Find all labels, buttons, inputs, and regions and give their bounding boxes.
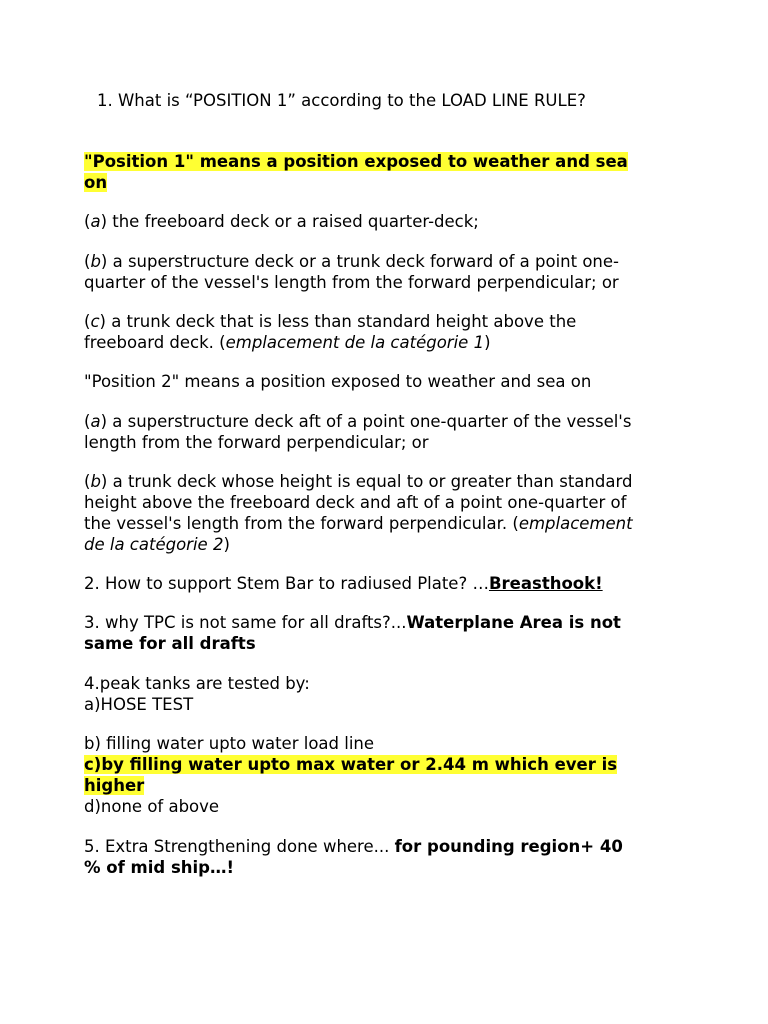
question-3-answer-line2: same for all drafts xyxy=(84,634,256,653)
position1-item-a: (a) the freeboard deck or a raised quarter-deck; xyxy=(84,212,479,231)
question-4-option-c-prefix: c) xyxy=(84,755,102,774)
p2-item-b-line3: the vessel's length from the forward perpendicular. ( xyxy=(84,514,519,533)
item-c-label: c xyxy=(90,312,100,331)
item-a-text: the freeboard deck or a raised quarter-deck; xyxy=(107,212,479,231)
position2-intro: "Position 2" means a position exposed to weather and sea on xyxy=(84,372,592,391)
question-4-option-b: b) filling water upto water load line xyxy=(84,734,375,753)
question-3 xyxy=(84,612,684,654)
p2-item-b-line2: height above the freeboard deck and aft of a point one-quarter of xyxy=(84,493,627,512)
item-b-line2: quarter of the vessel's length from the forward perpendicular; or xyxy=(84,273,619,292)
question-4-text: 4.peak tanks are tested by: xyxy=(84,674,310,693)
p2-item-b-french2: de la catégorie 2 xyxy=(84,535,224,554)
position1-item-c: (c) a trunk deck that is less than standard height above the freeboard deck. (emplacement de la catégorie 1) xyxy=(84,312,577,352)
p2-item-a-line1: a superstructure deck aft of a point one-quarter of the vessel's xyxy=(107,412,632,431)
question-5-text: 5. Extra Strengthening done where... xyxy=(84,837,395,856)
p2-item-a-line2: length from the forward perpendicular; or xyxy=(84,433,429,452)
question-3-text: 3. why TPC is not same for all drafts?... xyxy=(84,613,407,632)
question-4-option-a: a)HOSE TEST xyxy=(84,695,194,714)
question-2 xyxy=(84,573,684,594)
p2-item-b-label: b xyxy=(90,472,101,491)
item-a-label: a xyxy=(90,212,101,231)
item-b-label: b xyxy=(90,252,101,271)
question-3-answer-line1: Waterplane Area is not xyxy=(406,613,621,632)
question-4 xyxy=(84,673,684,715)
p2-item-a-label: a xyxy=(90,412,101,431)
question-2-text: 2. How to support Stem Bar to radiused Plate? … xyxy=(84,574,489,593)
question-5-answer-line2: % of mid ship…! xyxy=(84,858,234,877)
item-c-french: emplacement de la catégorie 1 xyxy=(225,333,485,352)
item-b-line1: a superstructure deck or a trunk deck forward of a point one- xyxy=(107,252,619,271)
answer-1-line2: on xyxy=(84,173,108,192)
answer-1-line1: "Position 1" means a position exposed to weather and sea xyxy=(84,152,628,171)
p2-item-b-line1: a trunk deck whose height is equal to or greater than standard xyxy=(107,472,633,491)
position1-item-b: (b) a superstructure deck or a trunk deck forward of a point one- quarter of the vessel's length from the forward perpendicular; or xyxy=(84,252,619,292)
answer-1-highlighted xyxy=(84,151,684,193)
p2-item-b-french1: emplacement xyxy=(518,514,633,533)
question-4-option-d: d)none of above xyxy=(84,797,220,816)
question-4-option-c-line1: by filling water upto max water or 2.44 m which ever is xyxy=(101,755,618,774)
question-5-answer-line1: for pounding region+ 40 xyxy=(394,837,623,856)
question-4-option-c-line2: higher xyxy=(84,776,145,795)
position2-item-b: (b) a trunk deck whose height is equal to or greater than standard height above the freeboard deck and aft of a point one-quarter of the vessel's length from the forward perpendicular. (emplacement de la catégorie 2) xyxy=(84,472,633,554)
position2-item-a: (a) a superstructure deck aft of a point one-quarter of the vessel's length from the forward perpendicular; or xyxy=(84,412,632,452)
item-c-line1: a trunk deck that is less than standard height above the xyxy=(105,312,577,331)
question-5 xyxy=(84,836,684,878)
question-2-answer: Breasthook! xyxy=(488,574,603,593)
question-1: 1. What is “POSITION 1” according to the LOAD LINE RULE? xyxy=(97,91,586,110)
item-c-line2: freeboard deck. ( xyxy=(84,333,226,352)
question-4-options xyxy=(84,733,684,817)
